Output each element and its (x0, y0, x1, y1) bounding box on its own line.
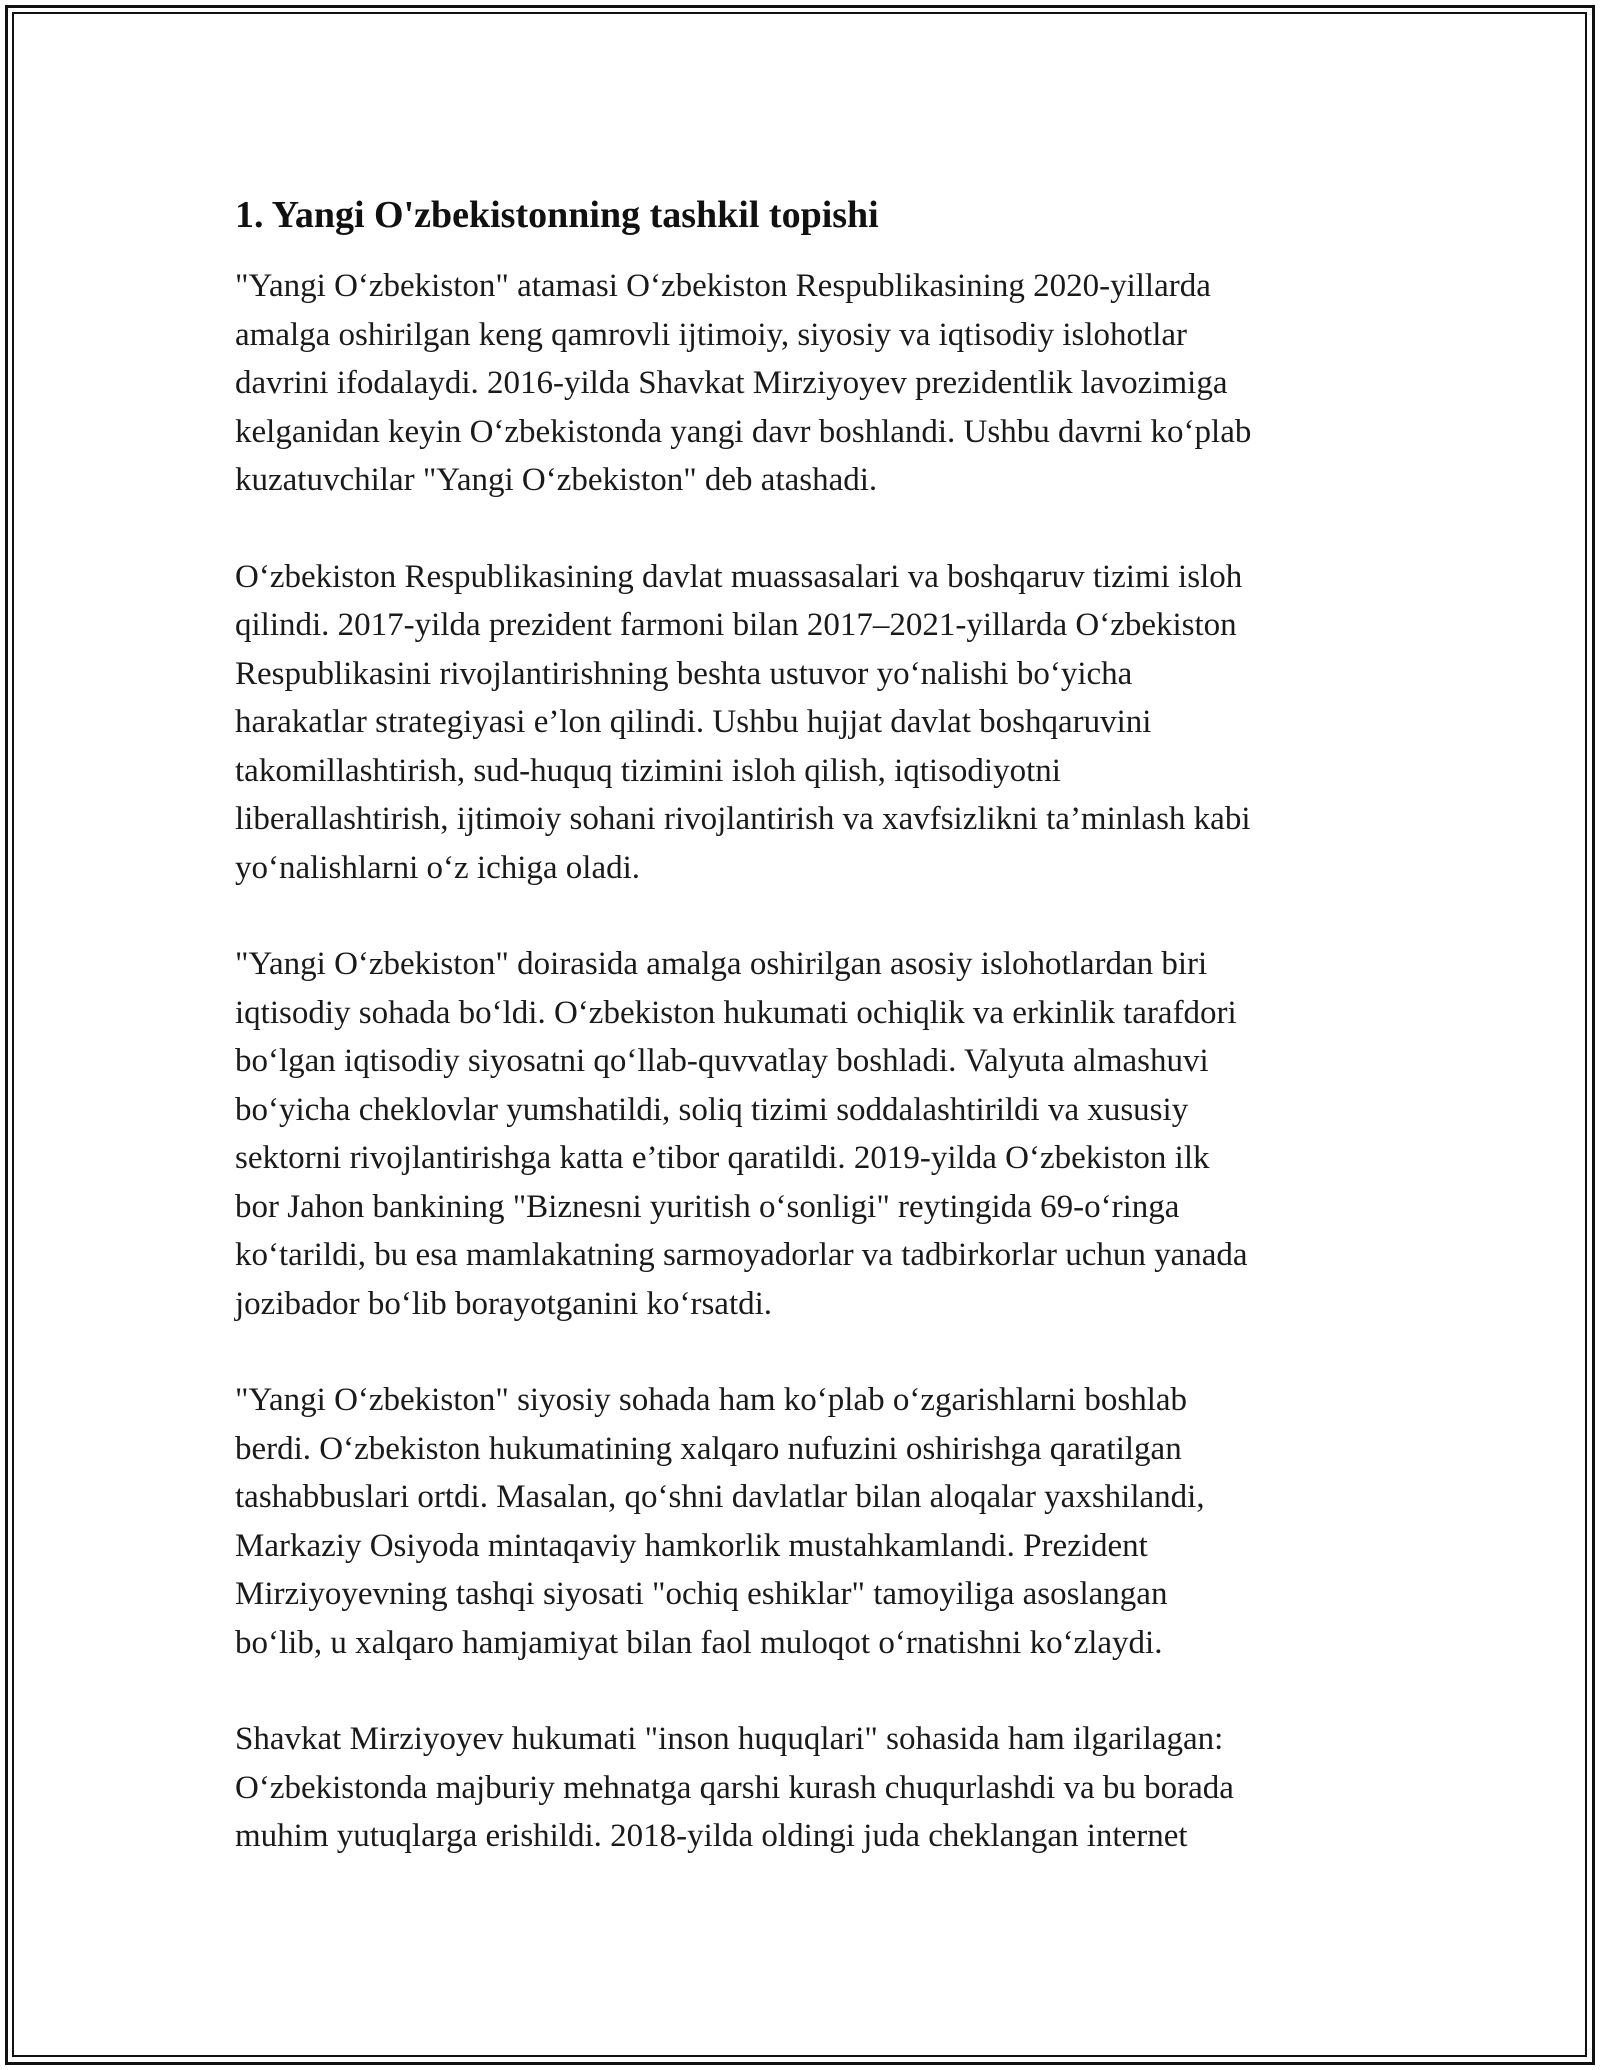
paragraph-line: O‘zbekistonda majburiy mehnatga qarshi kurash chuqurlashdi va bu borada (235, 1769, 1234, 1806)
paragraph (235, 553, 1375, 893)
paragraph-line: Markaziy Osiyoda mintaqaviy hamkorlik mustahkamlandi. Prezident (235, 1527, 1148, 1564)
paragraph-line: kuzatuvchilar "Yangi O‘zbekiston" deb atashadi. (235, 462, 878, 498)
paragraph (235, 1715, 1375, 1861)
paragraph-line: davrini ifodalaydi. 2016-yilda Shavkat Mirziyoyev prezidentlik lavozimiga (235, 365, 1228, 401)
paragraph-line: amalga oshirilgan keng qamrovli ijtimoiy, siyosiy va iqtisodiy islohotlar (235, 316, 1188, 353)
paragraph-line: bo‘lgan iqtisodiy siyosatni qo‘llab-quvvatlay boshladi. Valyuta almashuvi (235, 1043, 1209, 1079)
paragraph (235, 262, 1375, 505)
paragraph-line: yo‘nalishlarni o‘z ichiga oladi. (235, 849, 641, 886)
paragraph-line: kelganidan keyin O‘zbekistonda yangi davr boshlandi. Ushbu davrni ko‘plab (235, 413, 1252, 450)
paragraph-line: iqtisodiy sohada bo‘ldi. O‘zbekiston hukumati ochiqlik va erkinlik tarafdori (235, 994, 1237, 1031)
paragraph-container (235, 262, 1375, 1861)
paragraph-line: "Yangi O‘zbekiston" siyosiy sohada ham ko‘plab o‘zgarishlarni boshlab (235, 1382, 1188, 1418)
paragraph (235, 1376, 1375, 1667)
paragraph-line: qilindi. 2017-yilda prezident farmoni bilan 2017–2021-yillarda O‘zbekiston (235, 607, 1237, 643)
paragraph-line: takomillashtirish, sud-huquq tizimini isloh qilish, iqtisodiyotni (235, 752, 1061, 789)
paragraph-line: ko‘tarildi, bu esa mamlakatning sarmoyadorlar va tadbirkorlar uchun yanada (235, 1237, 1248, 1273)
paragraph-line: tashabbuslari ortdi. Masalan, qo‘shni davlatlar bilan aloqalar yaxshilandi, (235, 1479, 1205, 1515)
paragraph-line: jozibador bo‘lib borayotganini ko‘rsatdi. (235, 1285, 773, 1322)
paragraph-line: Shavkat Mirziyoyev hukumati "inson huquqlari" sohasida ham ilgarilagan: (235, 1721, 1224, 1757)
section-heading: 1. Yangi O'zbekistonning tashkil topishi (235, 194, 879, 236)
paragraph-line: bor Jahon bankining "Biznesni yuritish o‘sonligi" reytingida 69-o‘ringa (235, 1188, 1180, 1225)
paragraph-line: Mirziyoyevning tashqi siyosati "ochiq eshiklar" tamoyiliga asoslangan (235, 1576, 1168, 1612)
paragraph-line: harakatlar strategiyasi e’lon qilindi. Ushbu hujjat davlat boshqaruvini (235, 704, 1152, 740)
paragraph-line: sektorni rivojlantirishga katta e’tibor qaratildi. 2019-yilda O‘zbekiston ilk (235, 1140, 1210, 1176)
paragraph-line: Respublikasini rivojlantirishning beshta ustuvor yo‘nalishi bo‘yicha (235, 655, 1133, 692)
paragraph-line: "Yangi O‘zbekiston" atamasi O‘zbekiston Respublikasining 2020-yillarda (235, 268, 1211, 304)
paragraph-line: berdi. O‘zbekiston hukumatining xalqaro nufuzini oshirishga qaratilgan (235, 1430, 1182, 1467)
paragraph-line: liberallashtirish, ijtimoiy sohani rivojlantirish va xavfsizlikni ta’minlash kabi (235, 801, 1251, 837)
paragraph (235, 940, 1375, 1328)
paragraph-line: bo‘yicha cheklovlar yumshatildi, soliq tizimi soddalashtirildi va xususiy (235, 1091, 1189, 1128)
paragraph-line: O‘zbekiston Respublikasining davlat muassasalari va boshqaruv tizimi isloh (235, 558, 1243, 595)
paragraph-line: muhim yutuqlarga erishildi. 2018-yilda oldingi juda cheklangan internet (235, 1818, 1188, 1854)
document-body (235, 190, 1375, 1909)
paragraph-line: "Yangi O‘zbekiston" doirasida amalga oshirilgan asosiy islohotlardan biri (235, 946, 1208, 982)
paragraph-line: bo‘lib, u xalqaro hamjamiyat bilan faol muloqot o‘rnatishni ko‘zlaydi. (235, 1624, 1163, 1661)
